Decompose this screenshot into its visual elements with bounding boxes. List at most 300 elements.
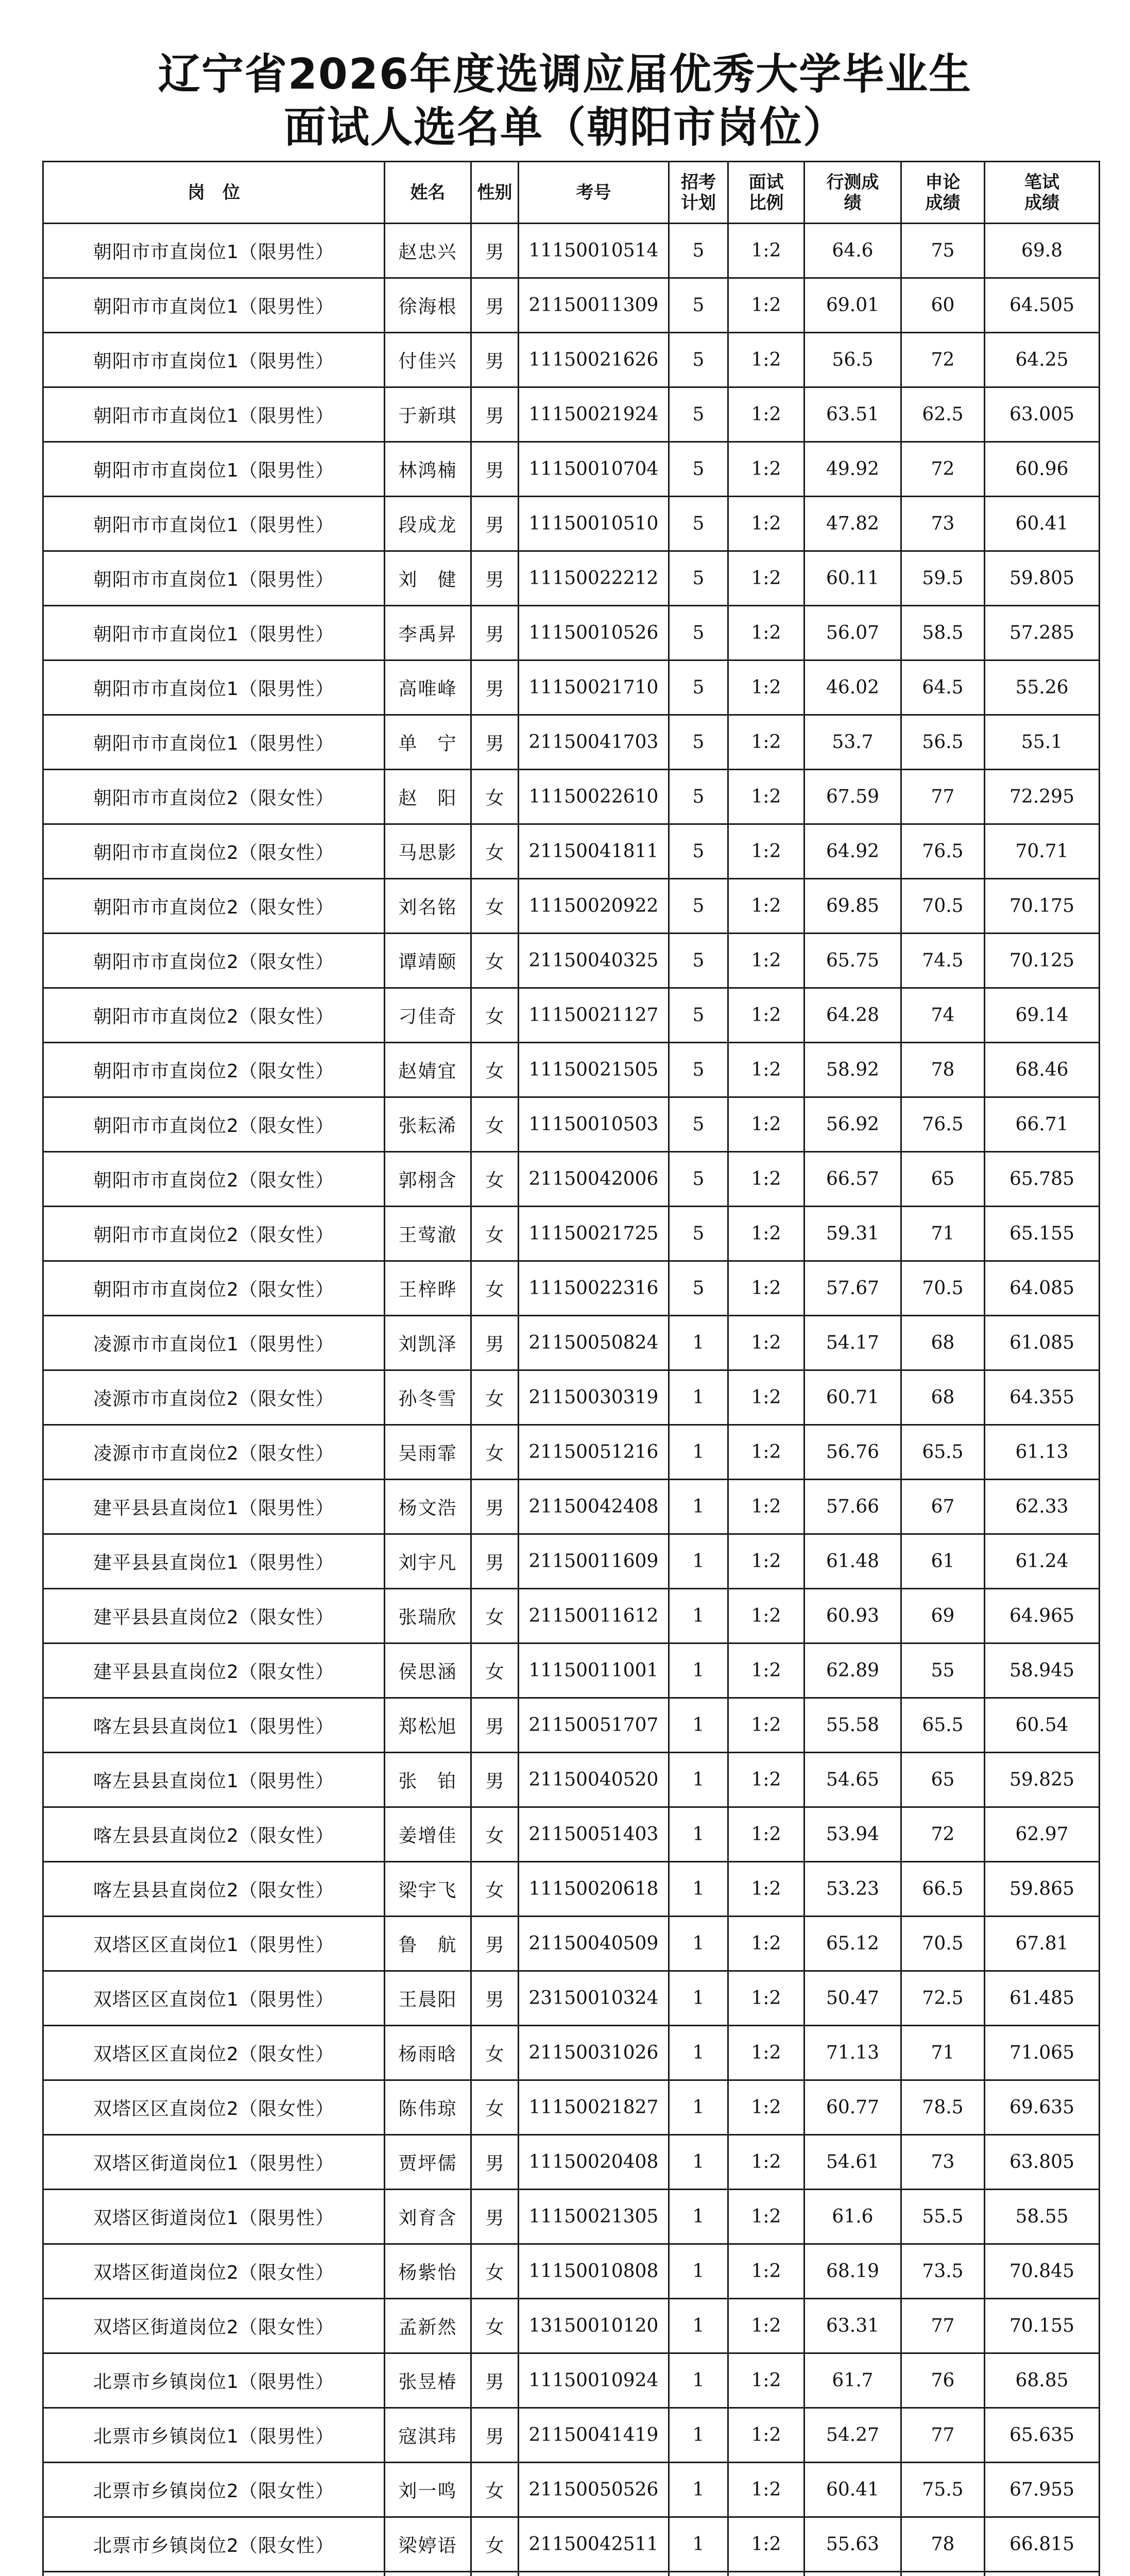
cell-gender: 女 [471,1370,519,1425]
cell-xingce-score: 67.59 [804,770,901,824]
cell-shenlun-score: 71 [901,1207,985,1261]
cell-written-score: 59.805 [985,551,1100,606]
cell-ratio: 1:2 [728,1589,804,1643]
table-row [43,497,1100,551]
table-row [43,2463,1100,2517]
cell-name: 吴雨霏 [385,1425,471,1480]
cell-written-score: 69.8 [985,224,1100,278]
table-row [43,442,1100,497]
cell-xingce-score: 64.28 [804,988,901,1043]
cell-ratio: 1:2 [728,224,804,278]
cell-name: 刘育含 [385,2190,471,2244]
cell-gender: 女 [471,1643,519,1698]
cell-exam-no: 21150040520 [519,1753,669,1807]
cell-xingce-score: 57.67 [804,1261,901,1316]
cell-xingce-score: 61.7 [804,2353,901,2408]
cell-exam-no: 11150020408 [519,2135,669,2190]
cell-exam-no: 11150020922 [519,879,669,934]
cell-written-score: 68.85 [985,2353,1100,2408]
cell-quota: 1 [669,1316,728,1370]
table-row [43,1643,1100,1698]
cell-xingce-score: 62.89 [804,1643,901,1698]
cell-post: 朝阳市市直岗位2（限女性） [43,770,385,824]
table-row [43,387,1100,442]
cell-exam-no: 21150051216 [519,1425,669,1480]
table-row [43,715,1100,770]
cell-gender: 女 [471,2080,519,2135]
table-row [43,333,1100,387]
cell-written-score: 67.955 [985,2463,1100,2517]
cell-exam-no: 11150022610 [519,770,669,824]
cell-xingce-score: 61.48 [804,1534,901,1589]
cell-shenlun-score: 58.5 [901,606,985,660]
table-row [43,1316,1100,1370]
cell-ratio: 1:2 [728,1807,804,1862]
cell-shenlun-score: 65.5 [901,1698,985,1753]
cell-shenlun-score: 60 [901,278,985,333]
table-row [43,1152,1100,1207]
column-header-exam-no: 考号 [519,162,669,224]
cell-quota: 1 [669,1698,728,1753]
cell-quota: 5 [669,1207,728,1261]
cell-name: 马思影 [385,824,471,879]
cell-name: 侯思涵 [385,1643,471,1698]
cell-gender: 男 [471,2408,519,2463]
cell-quota: 1 [669,1480,728,1534]
cell-post: 朝阳市市直岗位2（限女性） [43,988,385,1043]
cell-ratio: 1:2 [728,2080,804,2135]
cell-gender: 女 [471,1097,519,1152]
table-row [43,1698,1100,1753]
cell-quota: 5 [669,442,728,497]
cell-exam-no: 21150031026 [519,2026,669,2080]
table-row [43,879,1100,934]
cell-name: 杨雨晗 [385,2026,471,2080]
cell-xingce-score: 54.61 [804,2135,901,2190]
cell-exam-no: 21150042006 [519,1152,669,1207]
cell-exam-no [519,2572,669,2576]
cell-shenlun-score: 67 [901,1480,985,1534]
cell-shenlun-score: 77 [901,2299,985,2353]
cell-post: 朝阳市市直岗位1（限男性） [43,606,385,660]
cell-shenlun-score: 73.5 [901,2244,985,2299]
table-row [43,2026,1100,2080]
cell-gender: 男 [471,1753,519,1807]
cell-post: 朝阳市市直岗位2（限女性） [43,1043,385,1097]
table-row [43,1971,1100,2026]
cell-gender: 女 [471,770,519,824]
cell-ratio: 1:2 [728,1152,804,1207]
cell-shenlun-score: 71 [901,2026,985,2080]
cell-ratio: 1:2 [728,1207,804,1261]
cell-post: 朝阳市市直岗位2（限女性） [43,1152,385,1207]
cell-post: 朝阳市市直岗位2（限女性） [43,824,385,879]
cell-exam-no: 11150021710 [519,660,669,715]
cell-gender: 男 [471,2353,519,2408]
cell-written-score: 70.845 [985,2244,1100,2299]
cell-xingce-score: 54.17 [804,1316,901,1370]
table-body [43,224,1100,2576]
cell-written-score: 72.295 [985,770,1100,824]
cell-name [385,2572,471,2576]
cell-exam-no: 21150011609 [519,1534,669,1589]
cell-written-score: 58.945 [985,1643,1100,1698]
cell-post: 凌源市市直岗位1（限男性） [43,1316,385,1370]
cell-shenlun-score: 77 [901,770,985,824]
cell-gender: 女 [471,2026,519,2080]
cell-shenlun-score: 65 [901,1152,985,1207]
cell-shenlun-score: 56.5 [901,715,985,770]
cell-ratio: 1:2 [728,770,804,824]
cell-xingce-score: 65.12 [804,1917,901,1971]
cell-shenlun-score: 70.5 [901,879,985,934]
table-row [43,1043,1100,1097]
cell-gender: 男 [471,1971,519,2026]
table-row [43,2572,1100,2576]
cell-post: 双塔区街道岗位1（限男性） [43,2135,385,2190]
cell-exam-no: 11150021505 [519,1043,669,1097]
cell-gender: 男 [471,497,519,551]
cell-gender: 男 [471,1480,519,1534]
cell-gender: 男 [471,1534,519,1589]
table-row [43,660,1100,715]
cell-written-score: 70.175 [985,879,1100,934]
page-title: 辽宁省2026年度选调应届优秀大学毕业生 [158,50,972,99]
cell-ratio: 1:2 [728,1480,804,1534]
cell-ratio: 1:2 [728,497,804,551]
cell-shenlun-score: 62.5 [901,387,985,442]
cell-xingce-score: 55.63 [804,2517,901,2572]
cell-quota: 5 [669,988,728,1043]
cell-ratio: 1:2 [728,2299,804,2353]
cell-gender: 女 [471,1043,519,1097]
cell-name: 张昱椿 [385,2353,471,2408]
table-row [43,2353,1100,2408]
cell-post: 朝阳市市直岗位1（限男性） [43,333,385,387]
cell-quota: 1 [669,2299,728,2353]
cell-quota: 5 [669,879,728,934]
cell-gender: 男 [471,2190,519,2244]
cell-written-score: 55.1 [985,715,1100,770]
cell-gender: 男 [471,387,519,442]
cell-shenlun-score: 70.5 [901,1261,985,1316]
column-header-quota: 招考计划 [669,162,728,224]
cell-shenlun-score: 76.5 [901,824,985,879]
cell-written-score: 70.155 [985,2299,1100,2353]
cell-post: 北票市乡镇岗位2（限女性） [43,2463,385,2517]
cell-exam-no: 21150042408 [519,1480,669,1534]
table-row [43,224,1100,278]
cell-shenlun-score: 78 [901,1043,985,1097]
cell-name: 赵 阳 [385,770,471,824]
cell-quota: 1 [669,2408,728,2463]
cell-name: 李禹昇 [385,606,471,660]
cell-name: 刁佳奇 [385,988,471,1043]
cell-quota: 5 [669,715,728,770]
cell-ratio [728,2572,804,2576]
cell-name: 于新琪 [385,387,471,442]
cell-name: 赵婧宜 [385,1043,471,1097]
cell-ratio: 1:2 [728,1316,804,1370]
cell-shenlun-score: 72 [901,1807,985,1862]
cell-exam-no: 21150041419 [519,2408,669,2463]
cell-exam-no: 11150010808 [519,2244,669,2299]
cell-xingce-score: 56.5 [804,333,901,387]
cell-quota: 5 [669,770,728,824]
cell-exam-no: 11150021626 [519,333,669,387]
cell-written-score: 58.55 [985,2190,1100,2244]
cell-exam-no: 23150010324 [519,1971,669,2026]
cell-gender: 女 [471,824,519,879]
cell-written-score: 65.635 [985,2408,1100,2463]
cell-written-score: 62.97 [985,1807,1100,1862]
cell-name: 徐海根 [385,278,471,333]
cell-name: 杨文浩 [385,1480,471,1534]
cell-xingce-score: 60.71 [804,1370,901,1425]
interview-candidate-table [42,161,1100,2576]
column-header-name: 姓名 [385,162,471,224]
cell-exam-no: 21150051707 [519,1698,669,1753]
cell-name: 单 宁 [385,715,471,770]
cell-quota: 1 [669,1807,728,1862]
cell-ratio: 1:2 [728,660,804,715]
cell-gender: 女 [471,1862,519,1917]
cell-xingce-score: 69.01 [804,278,901,333]
cell-shenlun-score: 78 [901,2517,985,2572]
cell-exam-no: 11150011001 [519,1643,669,1698]
table-row [43,551,1100,606]
cell-name: 郭栩含 [385,1152,471,1207]
cell-name: 王莺澈 [385,1207,471,1261]
cell-ratio: 1:2 [728,1643,804,1698]
table-row [43,2080,1100,2135]
cell-ratio: 1:2 [728,2408,804,2463]
table-row [43,2135,1100,2190]
cell-xingce-score: 69.85 [804,879,901,934]
cell-ratio: 1:2 [728,1043,804,1097]
cell-name: 姜增佳 [385,1807,471,1862]
cell-written-score: 61.485 [985,1971,1100,2026]
cell-exam-no: 11150021127 [519,988,669,1043]
cell-quota: 5 [669,606,728,660]
cell-name: 刘 健 [385,551,471,606]
cell-written-score: 59.865 [985,1862,1100,1917]
cell-exam-no: 11150020618 [519,1862,669,1917]
cell-gender: 女 [471,2244,519,2299]
cell-ratio: 1:2 [728,606,804,660]
cell-shenlun-score: 72.5 [901,1971,985,2026]
cell-ratio: 1:2 [728,2244,804,2299]
cell-name: 段成龙 [385,497,471,551]
cell-name: 张 铂 [385,1753,471,1807]
cell-exam-no: 11150010704 [519,442,669,497]
cell-gender: 女 [471,2463,519,2517]
cell-gender: 女 [471,879,519,934]
cell-ratio: 1:2 [728,2026,804,2080]
table-row [43,1370,1100,1425]
cell-written-score: 62.33 [985,1480,1100,1534]
cell-xingce-score: 60.11 [804,551,901,606]
cell-written-score: 64.085 [985,1261,1100,1316]
cell-post: 建平县县直岗位1（限男性） [43,1480,385,1534]
cell-gender: 女 [471,988,519,1043]
cell-xingce-score: 55.58 [804,1698,901,1753]
cell-written-score: 60.41 [985,497,1100,551]
cell-post: 朝阳市市直岗位2（限女性） [43,879,385,934]
cell-post: 双塔区区直岗位1（限男性） [43,1917,385,1971]
cell-written-score: 65.785 [985,1152,1100,1207]
cell-written-score: 55.26 [985,660,1100,715]
cell-quota: 1 [669,1534,728,1589]
cell-exam-no: 21150042511 [519,2517,669,2572]
cell-xingce-score: 50.47 [804,1971,901,2026]
cell-exam-no: 11150021827 [519,2080,669,2135]
cell-written-score: 61.13 [985,1425,1100,1480]
table-row [43,988,1100,1043]
cell-shenlun-score: 74 [901,988,985,1043]
cell-post: 朝阳市市直岗位2（限女性） [43,1207,385,1261]
cell-exam-no: 11150021305 [519,2190,669,2244]
cell-written-score: 60.54 [985,1698,1100,1753]
cell-exam-no: 11150010924 [519,2353,669,2408]
cell-shenlun-score: 65 [901,1753,985,1807]
table-row [43,2299,1100,2353]
cell-exam-no: 11150021725 [519,1207,669,1261]
cell-gender: 女 [471,1807,519,1862]
cell-post: 喀左县县直岗位2（限女性） [43,1862,385,1917]
cell-written-score: 66.71 [985,1097,1100,1152]
cell-name: 杨紫怡 [385,2244,471,2299]
cell-written-score: 60.96 [985,442,1100,497]
cell-gender: 男 [471,333,519,387]
column-header-ratio: 面试比例 [728,162,804,224]
cell-name: 刘一鸣 [385,2463,471,2517]
cell-quota: 1 [669,2244,728,2299]
cell-gender: 男 [471,442,519,497]
cell-quota: 1 [669,2080,728,2135]
cell-written-score: 70.71 [985,824,1100,879]
cell-written-score: 64.25 [985,333,1100,387]
cell-ratio: 1:2 [728,387,804,442]
cell-quota: 5 [669,1043,728,1097]
cell-gender: 男 [471,1316,519,1370]
cell-ratio: 1:2 [728,1097,804,1152]
cell-shenlun-score: 69 [901,1589,985,1643]
cell-name: 王梓晔 [385,1261,471,1316]
cell-quota: 1 [669,1917,728,1971]
cell-post: 朝阳市市直岗位1（限男性） [43,660,385,715]
cell-ratio: 1:2 [728,824,804,879]
cell-quota: 5 [669,824,728,879]
cell-exam-no: 11150010526 [519,606,669,660]
cell-exam-no: 21150041811 [519,824,669,879]
cell-shenlun-score: 68 [901,1316,985,1370]
cell-post: 凌源市市直岗位2（限女性） [43,1370,385,1425]
cell-shenlun-score: 72 [901,442,985,497]
cell-post: 双塔区街道岗位2（限女性） [43,2299,385,2353]
cell-xingce-score: 53.94 [804,1807,901,1862]
cell-quota: 5 [669,660,728,715]
cell-xingce-score: 66.57 [804,1152,901,1207]
table-row [43,1207,1100,1261]
cell-post: 朝阳市市直岗位2（限女性） [43,1261,385,1316]
cell-gender: 男 [471,1698,519,1753]
cell-name: 付佳兴 [385,333,471,387]
cell-name: 寇淇玮 [385,2408,471,2463]
cell-quota: 5 [669,1097,728,1152]
cell-gender: 男 [471,715,519,770]
cell-xingce-score: 65.75 [804,934,901,988]
cell-ratio: 1:2 [728,988,804,1043]
cell-ratio: 1:2 [728,2135,804,2190]
cell-post [43,2572,385,2576]
cell-post: 朝阳市市直岗位1（限男性） [43,442,385,497]
cell-written-score: 61.085 [985,1316,1100,1370]
cell-gender: 男 [471,660,519,715]
cell-xingce-score: 56.92 [804,1097,901,1152]
cell-shenlun-score: 55 [901,1643,985,1698]
cell-name: 高唯峰 [385,660,471,715]
cell-quota: 1 [669,2517,728,2572]
cell-shenlun-score: 77 [901,2408,985,2463]
cell-shenlun-score: 75.5 [901,2463,985,2517]
cell-gender [471,2572,519,2576]
cell-post: 朝阳市市直岗位1（限男性） [43,278,385,333]
cell-shenlun-score: 73 [901,497,985,551]
cell-xingce-score: 68.19 [804,2244,901,2299]
cell-name: 刘凯泽 [385,1316,471,1370]
cell-ratio: 1:2 [728,2463,804,2517]
cell-xingce-score: 71.13 [804,2026,901,2080]
table-row [43,1261,1100,1316]
cell-written-score [985,2572,1100,2576]
cell-name: 梁婷语 [385,2517,471,2572]
cell-quota: 1 [669,2135,728,2190]
cell-quota: 1 [669,1971,728,2026]
cell-ratio: 1:2 [728,1917,804,1971]
cell-quota: 5 [669,1152,728,1207]
table-row [43,1589,1100,1643]
table-row [43,1862,1100,1917]
cell-gender: 男 [471,606,519,660]
cell-gender: 女 [471,1425,519,1480]
cell-ratio: 1:2 [728,1698,804,1753]
cell-gender: 女 [471,934,519,988]
cell-quota: 5 [669,224,728,278]
cell-shenlun-score: 59.5 [901,551,985,606]
cell-exam-no: 21150030319 [519,1370,669,1425]
cell-name: 梁宇飞 [385,1862,471,1917]
table-row [43,770,1100,824]
cell-ratio: 1:2 [728,934,804,988]
table-row [43,1534,1100,1589]
cell-shenlun-score: 65.5 [901,1425,985,1480]
cell-post: 双塔区区直岗位2（限女性） [43,2080,385,2135]
cell-written-score: 69.14 [985,988,1100,1043]
cell-shenlun-score: 75 [901,224,985,278]
cell-post: 朝阳市市直岗位1（限男性） [43,224,385,278]
cell-written-score: 63.005 [985,387,1100,442]
cell-exam-no: 11150010510 [519,497,669,551]
cell-name: 张瑞欣 [385,1589,471,1643]
cell-shenlun-score: 68 [901,1370,985,1425]
cell-ratio: 1:2 [728,879,804,934]
cell-post: 建平县县直岗位2（限女性） [43,1643,385,1698]
cell-xingce-score: 64.6 [804,224,901,278]
cell-name: 赵忠兴 [385,224,471,278]
cell-exam-no: 11150022316 [519,1261,669,1316]
cell-quota: 1 [669,1862,728,1917]
